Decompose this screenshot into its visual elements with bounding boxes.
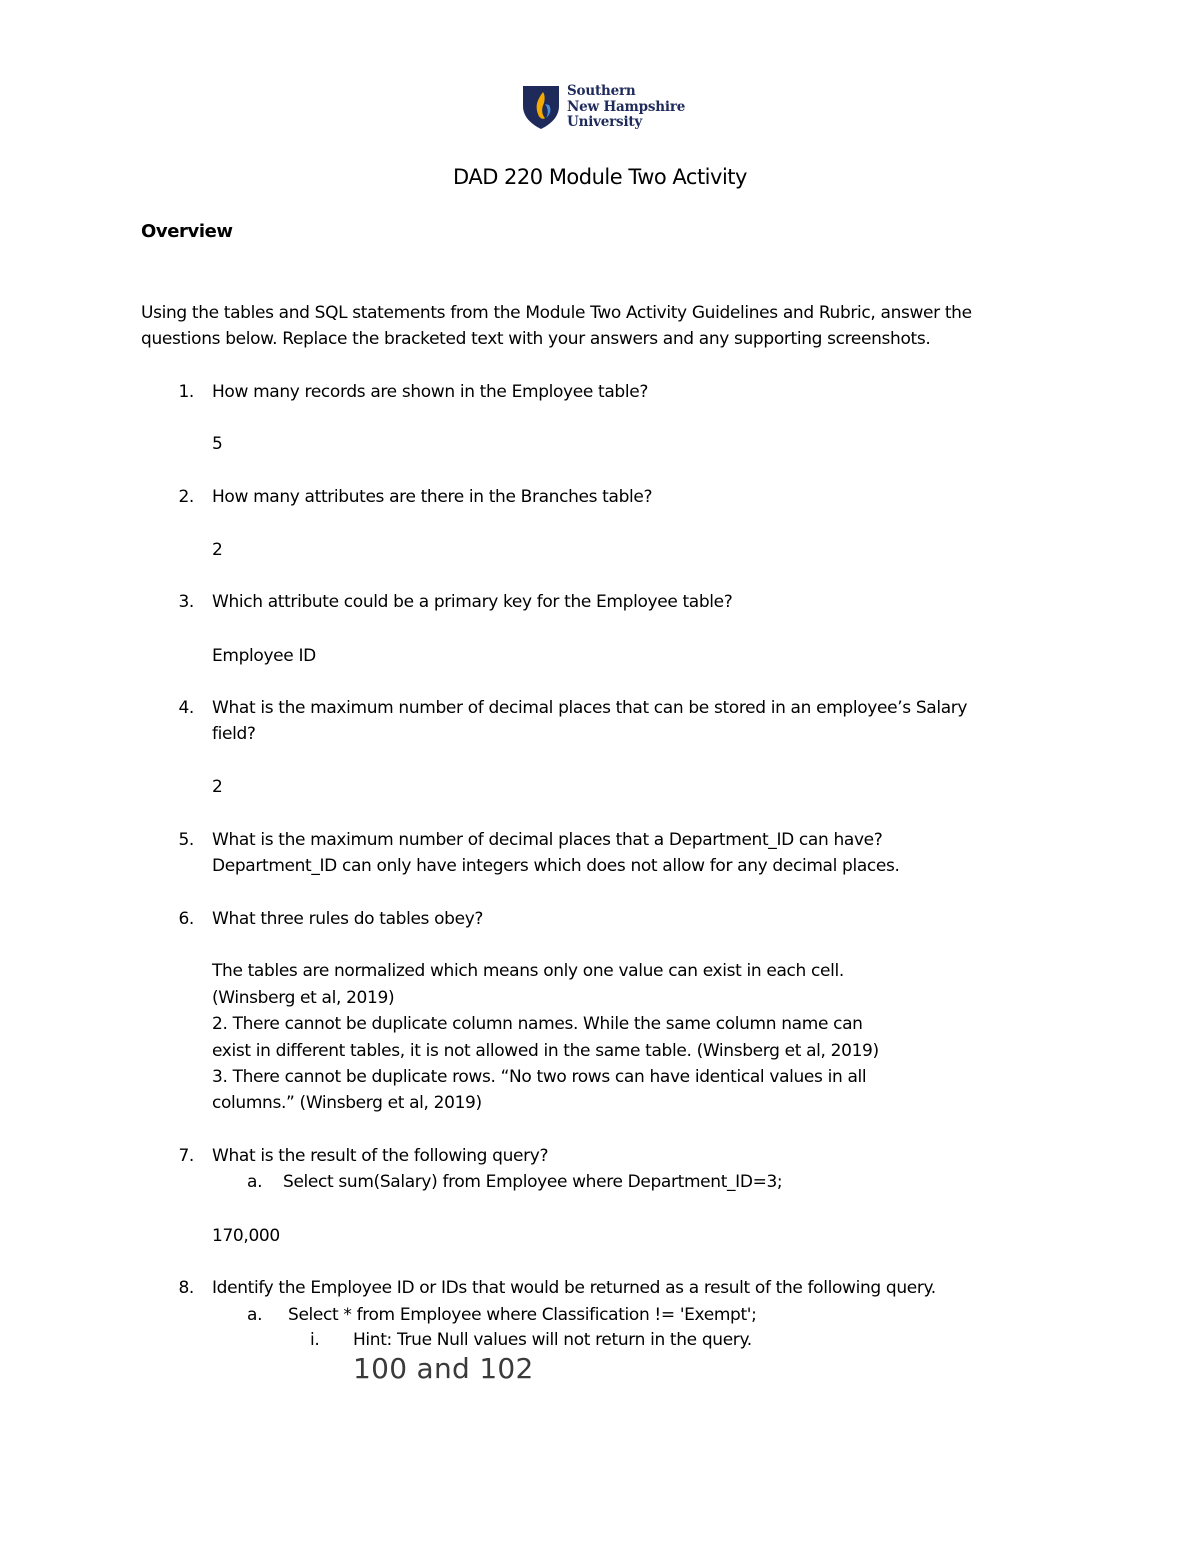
question-number: 8. — [178, 1278, 194, 1298]
answer-line: exist in different tables, it is not allowed in the same table. (Winsberg et al, 2019) — [212, 1041, 879, 1061]
question-number: 2. — [178, 487, 194, 507]
question-number: 4. — [178, 698, 194, 718]
question-text: What three rules do tables obey? — [212, 909, 484, 929]
answer-text: Department_ID can only have integers which does not allow for any decimal places. — [212, 856, 900, 876]
shield-flame-icon — [521, 84, 561, 130]
question-text: What is the result of the following query? — [212, 1146, 549, 1166]
answer-text: 2 — [212, 540, 223, 560]
question-number: 6. — [178, 909, 194, 929]
answer-line: The tables are normalized which means only one value can exist in each cell. — [212, 961, 844, 981]
question-text-line-1: What is the maximum number of decimal places that can be stored in an employee’s Salary — [212, 698, 968, 718]
question-text: How many records are shown in the Employee table? — [212, 382, 649, 402]
answer-text: 170,000 — [212, 1226, 280, 1246]
answer-line: 3. There cannot be duplicate rows. “No two rows can have identical values in all — [212, 1067, 867, 1087]
snhu-logo — [521, 84, 691, 134]
overview-heading: Overview — [141, 221, 233, 242]
question-text: Identify the Employee ID or IDs that would be returned as a result of the following query. — [212, 1278, 936, 1298]
sub-item-marker: a. — [247, 1172, 263, 1192]
sub-sub-item-marker: i. — [310, 1330, 320, 1350]
sql-query-text: Select * from Employee where Classification != 'Exempt'; — [288, 1305, 757, 1325]
question-number: 1. — [178, 382, 194, 402]
question-number: 5. — [178, 830, 194, 850]
question-number: 3. — [178, 592, 194, 612]
answer-text: 2 — [212, 777, 223, 797]
answer-text: 100 and 102 — [353, 1352, 534, 1385]
logo-line-1: Southern — [567, 83, 636, 99]
answer-line: (Winsberg et al, 2019) — [212, 988, 395, 1008]
question-text: How many attributes are there in the Branches table? — [212, 487, 653, 507]
answer-text: 5 — [212, 434, 223, 454]
question-number: 7. — [178, 1146, 194, 1166]
intro-line-1: Using the tables and SQL statements from the Module Two Activity Guidelines and Rubric, answer the — [141, 303, 972, 323]
logo-line-3: University — [567, 114, 643, 130]
university-name — [567, 84, 685, 131]
logo-line-2: New Hampshire — [567, 98, 686, 115]
intro-line-2: questions below. Replace the bracketed text with your answers and any supporting screenshots. — [141, 329, 931, 349]
question-text: What is the maximum number of decimal places that a Department_ID can have? — [212, 830, 883, 850]
answer-line: 2. There cannot be duplicate column names. While the same column name can — [212, 1014, 863, 1034]
question-text: Which attribute could be a primary key for the Employee table? — [212, 592, 733, 612]
answer-text: Employee ID — [212, 646, 316, 666]
sub-item-marker: a. — [247, 1305, 263, 1325]
question-text-line-2: field? — [212, 724, 256, 744]
page-title: DAD 220 Module Two Activity — [453, 165, 747, 189]
hint-text: Hint: True Null values will not return in the query. — [353, 1330, 752, 1350]
sql-query-text: Select sum(Salary) from Employee where Department_ID=3; — [283, 1172, 783, 1192]
answer-line: columns.” (Winsberg et al, 2019) — [212, 1093, 482, 1113]
